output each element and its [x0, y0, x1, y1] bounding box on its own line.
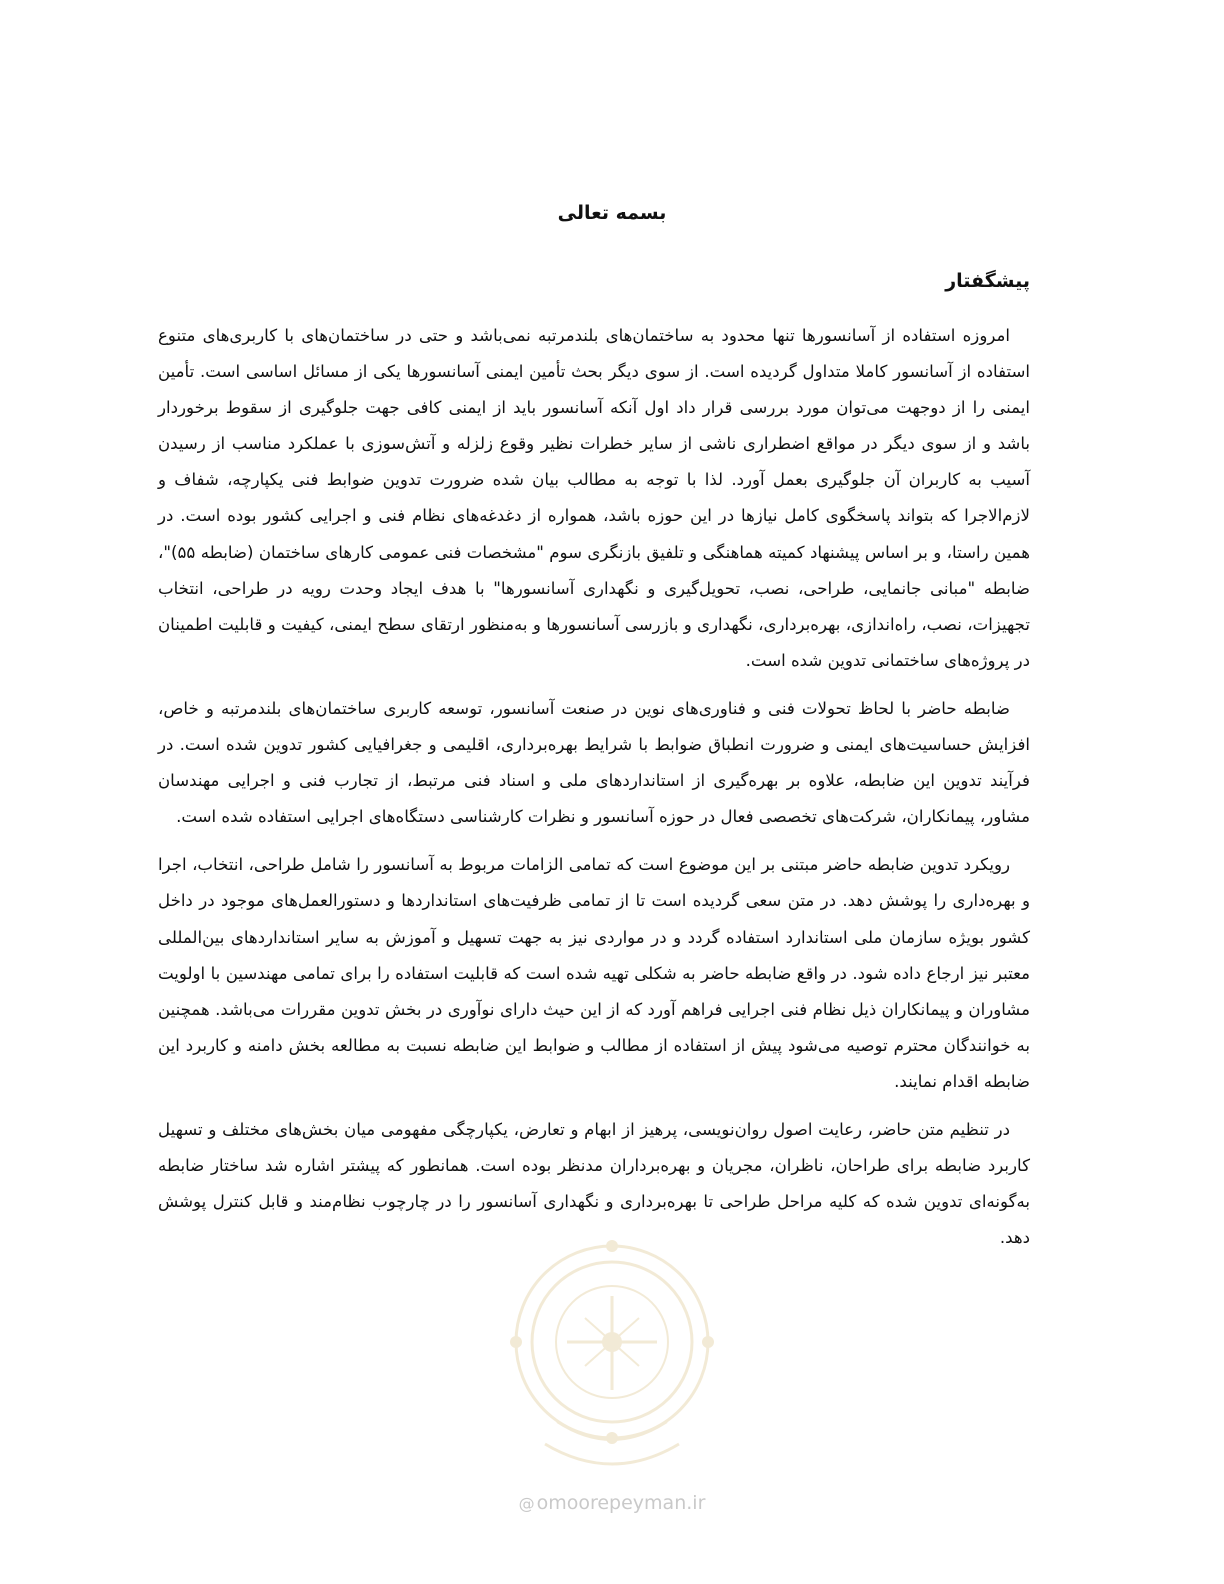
paragraph: رویکرد تدوین ضابطه حاضر مبتنی بر این موضوع است که تمامی الزامات مربوط به آسانسور را شامل طراحی، انتخاب، اجرا و بهره‌داری را پوشش دهد. در متن سعی گردیده است تا از تمامی ظرفیت‌های استانداردها و دستورالعمل‌های موجود در داخل کشور بویژه سازمان ملی استاندارد استفاده گردد و در مواردی نیز به جهت تسهیل و آموزش به سایر استانداردهای بین‌المللی معتبر نیز ارجاع داده شود. در واقع ضابطه حاضر به شکلی تهیه شده است که قابلیت استفاده را برای تمامی مهندسین با اولویت مشاوران و پیمانکاران ذیل نظام فنی اجرایی فراهم آورد که از این حیث دارای نوآوری در بخش تدوین مقررات می‌باشد. همچنین به خوانندگان محترم توصیه می‌شود پیش از استفاده از مطالب و ضوابط این ضابطه نسبت به مطالعه بخش دامنه و کاربرد این ضابطه اقدام نمایند. — [158, 855, 1030, 1091]
paragraph: ضابطه حاضر با لحاظ تحولات فنی و فناوری‌های نوین در صنعت آسانسور، توسعه کاربری ساختمان‌های بلندمرتبه و خاص، افزایش حساسیت‌های ایمنی و ضرورت انطباق ضوابط با شرایط بهره‌برداری، اقلیمی و جغرافیایی کشور تدوین شده است. در فرآیند تدوین این ضابطه، علاوه بر بهره‌گیری از استانداردهای ملی و اسناد فنی مرتبط، از تجارب فنی و اجرایی مهندسان مشاور، پیمانکاران، شرکت‌های تخصصی فعال در حوزه آسانسور و نظرات کارشناسی دستگاه‌های اجرایی استفاده شده است. — [158, 698, 1030, 827]
at-icon: @ — [518, 1494, 535, 1513]
section-title: پیشگفتار — [945, 270, 1030, 292]
watermark-caption — [0, 1492, 1224, 1514]
watermark-caption-text: omoorepeyman.ir — [536, 1492, 706, 1514]
paragraph: در تنظیم متن حاضر، رعایت اصول روان‌نویسی، پرهیز از ابهام و تعارض، یکپارچگی مفهومی میان بخش‌های مختلف و تسهیل کاربرد ضابطه برای طراحان، ناظران، مجریان و بهره‌برداران مدنظر بوده است. همانطور که پیشتر اشاره شد ساختار ضابطه به‌گونه‌ای تدوین شده که کلیه مراحل طراحی تا بهره‌برداری و نگهداری آسانسور را در چارچوب نظام‌مند و قابل کنترل پوشش دهد. — [158, 1119, 1030, 1248]
paragraph: امروزه استفاده از آسانسورها تنها محدود به ساختمان‌های بلندمرتبه نمی‌باشد و حتی در ساختمان‌های با کاربری‌های متنوع استفاده از آسانسور کاملا متداول گردیده است. از سوی دیگر بحث تأمین ایمنی آسانسورها یکی از مسائل اساسی است. تأمین ایمنی را از دوجهت می‌توان مورد بررسی قرار داد اول آنکه آسانسور باید از ایمنی کافی جهت جلوگیری از سقوط برخوردار باشد و از سوی دیگر در مواقع اضطراری ناشی از سایر خطرات نظیر وقوع زلزله و آتش‌سوزی با عملکرد مناسب از رسیدن آسیب به کاربران آن جلوگیری بعمل آورد. لذا با توجه به مطالب بیان شده ضرورت تدوین ضوابط فنی یکپارچه، شفاف و لازم‌الاجرا که بتواند پاسخگوی کامل نیازها در این حوزه باشد، همواره از دغدغه‌های نظام فنی و اجرایی کشور بوده است. در همین راستا، و بر اساس پیشنهاد کمیته هماهنگی و تلفیق بازنگری سوم "مشخصات فنی عمومی کارهای ساختمان (ضابطه ۵۵)"، ضابطه "مبانی جانمایی، طراحی، نصب، تحویل‌گیری و نگهداری آسانسورها" با هدف ایجاد وحدت رویه در طراحی، انتخاب تجهیزات، نصب، راه‌اندازی، بهره‌برداری، نگهداری و بازرسی آسانسورها و به‌منظور ارتقای سطح ایمنی، کیفیت و قابلیت اطمینان در پروژه‌های ساختمانی تدوین شده است. — [158, 326, 1030, 670]
body-text — [158, 318, 1030, 1268]
document-heading: بسمه تعالی — [557, 202, 667, 224]
